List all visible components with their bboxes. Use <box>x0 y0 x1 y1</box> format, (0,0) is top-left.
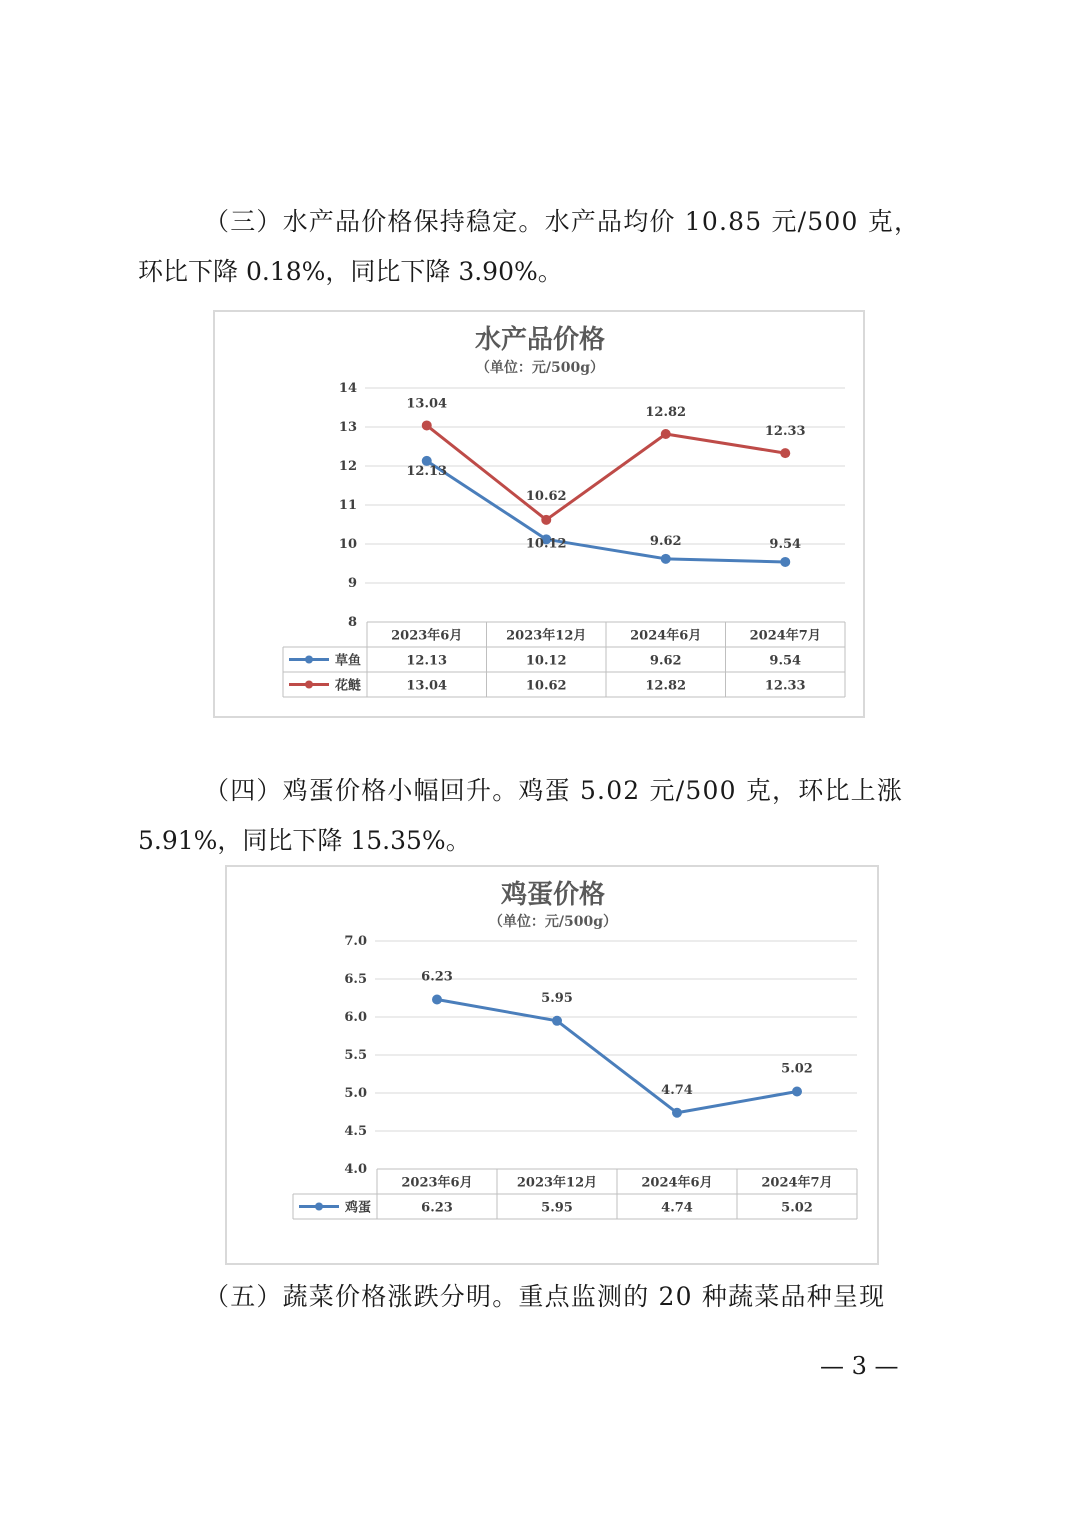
data-label: 9.62 <box>649 533 682 549</box>
legend-series-name: 鸡蛋 <box>345 1200 372 1216</box>
paragraph-aquatic <box>138 197 938 297</box>
legend-key-marker <box>305 681 313 689</box>
data-label: 6.23 <box>421 969 453 985</box>
data-label: 10.12 <box>525 536 567 552</box>
chart-aquatic-svg <box>215 312 863 716</box>
y-tick-label: 4.0 <box>344 1162 367 1177</box>
table-cell-value: 12.13 <box>406 653 448 669</box>
y-tick-label: 13 <box>338 420 357 435</box>
table-cell-value: 12.82 <box>645 678 687 694</box>
table-cell-value: 5.95 <box>541 1200 573 1216</box>
y-tick-label: 12 <box>338 459 357 474</box>
x-category-label: 2024年6月 <box>641 1175 713 1191</box>
data-point <box>780 557 790 567</box>
data-label: 12.82 <box>645 405 687 421</box>
y-tick-label: 5.0 <box>344 1086 367 1101</box>
data-point <box>672 1108 682 1118</box>
y-tick-label: 14 <box>338 381 357 396</box>
data-label: 12.13 <box>406 463 448 479</box>
chart-subtitle: （单位：元/500g） <box>488 914 618 930</box>
legend-series-name: 花鲢 <box>335 678 362 694</box>
chart-title: 鸡蛋价格 <box>500 880 606 910</box>
data-point <box>792 1086 802 1096</box>
data-label: 5.02 <box>781 1061 813 1077</box>
y-tick-label: 5.5 <box>344 1048 367 1063</box>
y-tick-label: 11 <box>338 498 357 513</box>
y-tick-label: 10 <box>338 537 357 552</box>
legend-key-marker <box>315 1203 323 1211</box>
table-cell-value: 13.04 <box>406 678 448 694</box>
x-category-label: 2024年7月 <box>761 1175 833 1191</box>
data-point <box>661 554 671 564</box>
data-point <box>552 1016 562 1026</box>
page-number: — 3 — <box>820 1352 899 1380</box>
paragraph-vegetable-line1: （五）蔬菜价格涨跌分明。重点监测的 20 种蔬菜品种呈现 <box>204 1282 886 1311</box>
y-tick-label: 6.5 <box>344 972 367 987</box>
legend-series-name: 草鱼 <box>335 653 362 669</box>
y-tick-label: 6.0 <box>344 1010 367 1025</box>
x-category-label: 2023年6月 <box>401 1175 473 1191</box>
data-point <box>541 515 551 525</box>
data-point <box>661 429 671 439</box>
x-category-label: 2024年7月 <box>749 628 821 644</box>
table-cell-value: 12.33 <box>764 678 806 694</box>
y-tick-label: 7.0 <box>344 934 367 949</box>
table-cell-value: 4.74 <box>661 1200 693 1216</box>
paragraph-egg-line1: （四）鸡蛋价格小幅回升。鸡蛋 5.02 元/500 克，环比上涨 <box>204 776 904 805</box>
y-tick-label: 4.5 <box>344 1124 367 1139</box>
legend-key-marker <box>305 656 313 664</box>
data-label: 10.62 <box>525 488 567 504</box>
data-point <box>432 995 442 1005</box>
chart-egg-svg <box>227 867 877 1263</box>
table-cell-value: 10.12 <box>525 653 567 669</box>
x-category-label: 2023年6月 <box>391 628 463 644</box>
paragraph-aquatic-line2: 环比下降 0.18%，同比下降 3.90%。 <box>138 257 563 286</box>
x-category-label: 2023年12月 <box>506 628 587 644</box>
paragraph-egg <box>138 766 938 866</box>
series-line-2 <box>427 425 786 519</box>
chart-title: 水产品价格 <box>474 325 606 355</box>
data-point <box>422 420 432 430</box>
paragraph-vegetable <box>138 1272 938 1322</box>
data-label: 4.74 <box>661 1082 693 1098</box>
data-label: 5.95 <box>541 990 573 1006</box>
chart-aquatic-price <box>213 310 865 718</box>
table-cell-value: 6.23 <box>421 1200 453 1216</box>
data-label: 9.54 <box>769 536 802 552</box>
data-label: 12.33 <box>764 424 806 440</box>
table-cell-value: 9.54 <box>769 653 802 669</box>
x-category-label: 2023年12月 <box>516 1175 598 1191</box>
chart-egg-price <box>225 865 879 1265</box>
chart-subtitle: （单位：元/500g） <box>475 360 605 376</box>
table-cell-value: 5.02 <box>781 1200 813 1216</box>
x-category-label: 2024年6月 <box>630 628 702 644</box>
data-label: 13.04 <box>406 396 448 412</box>
table-cell-value: 9.62 <box>649 653 682 669</box>
data-point <box>780 448 790 458</box>
table-cell-value: 10.62 <box>525 678 567 694</box>
y-tick-label: 8 <box>347 615 357 630</box>
paragraph-aquatic-line1: （三）水产品价格保持稳定。水产品均价 10.85 元/500 克， <box>204 207 921 236</box>
paragraph-egg-line2: 5.91%，同比下降 15.35%。 <box>138 826 471 855</box>
y-tick-label: 9 <box>347 576 357 591</box>
